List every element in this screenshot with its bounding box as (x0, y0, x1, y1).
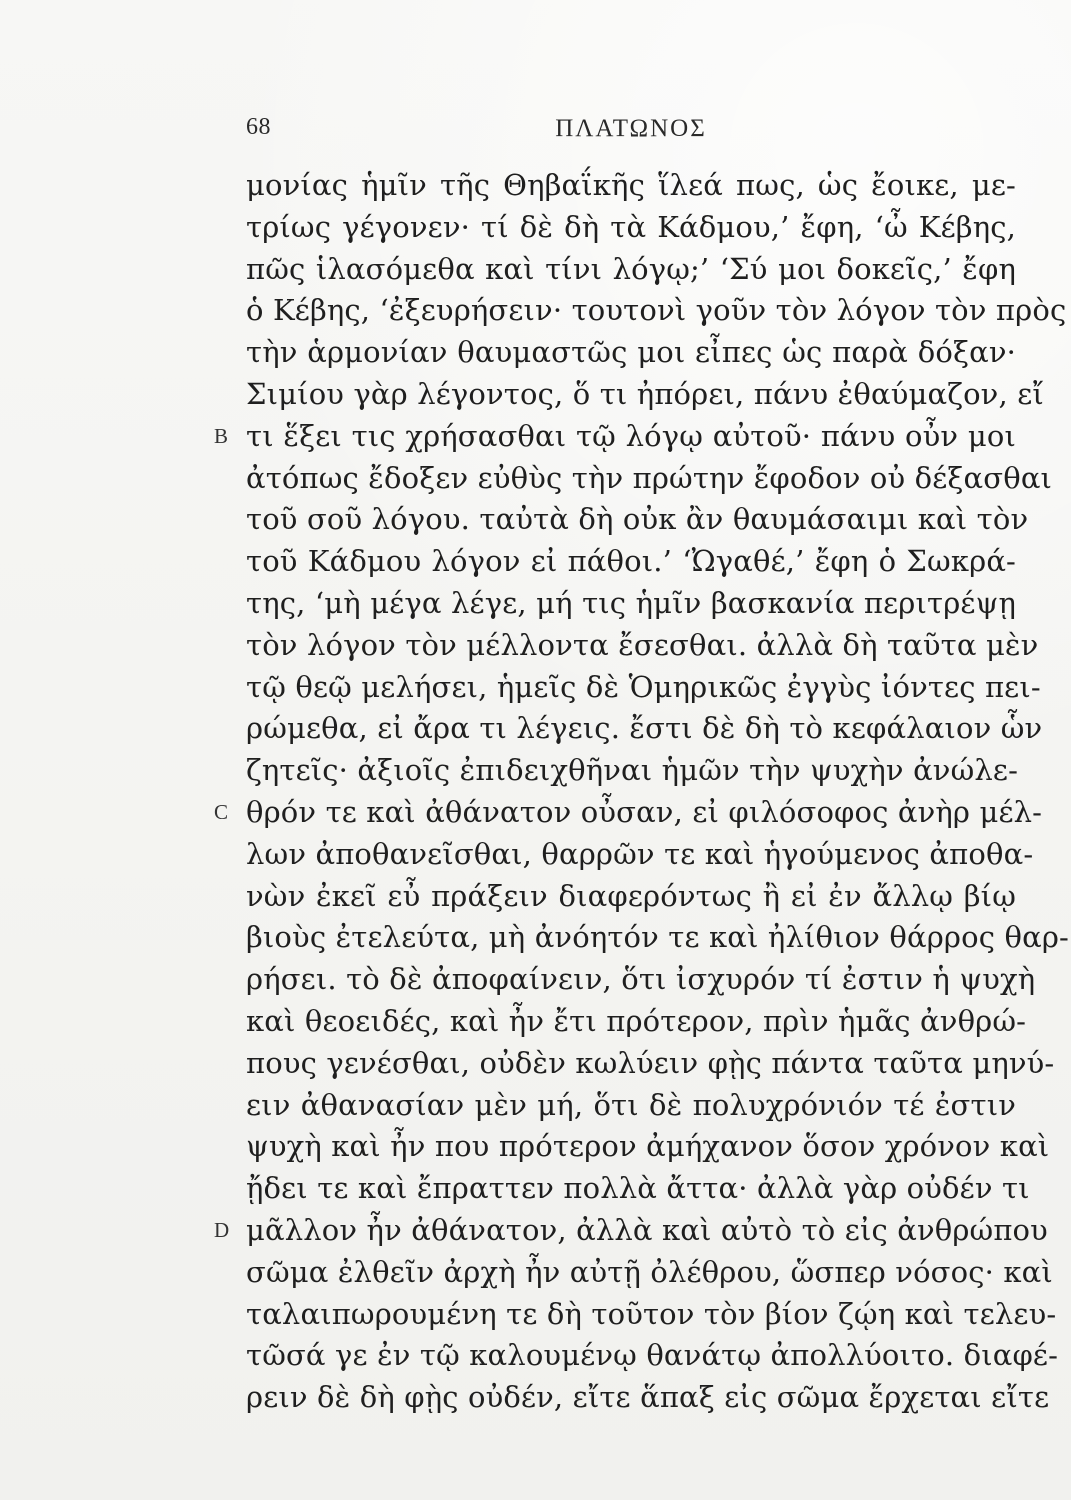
text-line (246, 374, 1044, 416)
line-text: τὸν λόγον τὸν μέλλοντα ἔσεσθαι. ἀλλὰ δὴ ταῦτα μὲν (246, 627, 1039, 662)
text-line (246, 1043, 1055, 1085)
text-line (214, 416, 1016, 458)
text-line (246, 290, 1067, 332)
line-text: τῷ θεῷ μελήσει, ἡμεῖς δὲ Ὁμηρικῶς ἐγγὺς ἰόντες πει- (246, 669, 1041, 704)
text-line (246, 625, 1039, 667)
page-number: 68 (246, 114, 271, 140)
line-text: σῶμα ἐλθεῖν ἀρχὴ ἦν αὐτῇ ὀλέθρου, ὥσπερ νόσος· καὶ (246, 1254, 1053, 1289)
line-text: ψυχὴ καὶ ἦν που πρότερον ἀμήχανον ὅσον χρόνον καὶ (246, 1129, 1050, 1164)
line-text: ταλαιπωρουμένη τε δὴ τοῦτον τὸν βίον ζῴη καὶ τελευ- (246, 1296, 1057, 1331)
line-text: πους γενέσθαι, οὐδὲν κωλύειν φῂς πάντα ταῦτα μηνύ- (246, 1045, 1055, 1080)
line-text: ρειν δὲ δὴ φῂς οὐδέν, εἴτε ἅπαξ εἰς σῶμα ἔρχεται εἴτε (246, 1380, 1050, 1415)
text-line (246, 332, 1016, 374)
line-text: ρώμεθα, εἰ ἄρα τι λέγεις. ἔστι δὲ δὴ τὸ κεφάλαιον ὧν (246, 711, 1043, 746)
line-text: της, ‘μὴ μέγα λέγε, μή τις ἡμῖν βασκανία περιτρέψῃ (246, 585, 1016, 620)
text-line (246, 750, 1019, 792)
text-line (246, 1294, 1057, 1336)
line-text: τῶσά γε ἐν τῷ καλουμένῳ θανάτῳ ἀπολλύοιτο. διαφέ- (246, 1338, 1059, 1373)
line-text: ἀτόπως ἔδοξεν εὐθὺς τὴν πρώτην ἔφοδον οὐ δέξασθαι (246, 460, 1053, 495)
text-line (214, 792, 1043, 834)
line-text: τοῦ Κάδμου λόγον εἰ πάθοι.’ ‘Ὠγαθέ,’ ἔφη ὁ Σωκρά- (246, 544, 1016, 579)
page-header (246, 114, 1016, 154)
text-line (246, 1085, 1016, 1127)
text-line (246, 207, 1016, 249)
text-line (246, 165, 1016, 207)
text-line (246, 876, 1016, 918)
text-line (246, 1001, 1027, 1043)
text-line (246, 708, 1043, 750)
line-text: νὼν ἐκεῖ εὖ πράξειν διαφερόντως ἢ εἰ ἐν ἄλλῳ βίῳ (246, 878, 1016, 913)
text-line (246, 541, 1016, 583)
section-marker: C (214, 799, 229, 824)
text-line (246, 834, 1034, 876)
text-line (246, 917, 1069, 959)
text-line (246, 458, 1053, 500)
line-text: Σιμίου γὰρ λέγοντος, ὅ τι ἠπόρει, πάνυ ἐθαύμαζον, εἴ (246, 376, 1044, 411)
text-line (246, 1335, 1059, 1377)
line-text: λων ἀποθανεῖσθαι, θαρρῶν τε καὶ ἡγούμενος ἀποθα- (246, 836, 1034, 871)
line-text: τὴν ἁρμονίαν θαυμαστῶς μοι εἶπες ὡς παρὰ δόξαν· (246, 335, 1016, 370)
line-text: τοῦ σοῦ λόγου. ταὐτὰ δὴ οὐκ ἂν θαυμάσαιμι καὶ τὸν (246, 502, 1029, 537)
section-marker: B (214, 423, 229, 448)
line-text: ὁ Κέβης, ‘ἐξευρήσειν· τουτονὶ γοῦν τὸν λόγον τὸν πρὸς (246, 293, 1067, 328)
running-head: ΠΛΑΤΩΝΟΣ (555, 115, 707, 142)
text-line (246, 1168, 1030, 1210)
line-text: τρίως γέγονεν· τί δὲ δὴ τὰ Κάδμου,’ ἔφη, ‘ὦ Κέβης, (246, 209, 1016, 244)
section-marker: D (214, 1217, 230, 1242)
text-line (246, 1252, 1053, 1294)
line-text: ρήσει. τὸ δὲ ἀποφαίνειν, ὅτι ἰσχυρόν τί ἐστιν ἡ ψυχὴ (246, 962, 1036, 997)
line-text: μᾶλλον ἦν ἀθάνατον, ἀλλὰ καὶ αὐτὸ τὸ εἰς ἀνθρώπου (246, 1212, 1048, 1247)
text-line (246, 499, 1029, 541)
main-text (214, 165, 1069, 1419)
text-line (246, 667, 1041, 709)
text-line (246, 249, 1016, 291)
line-text: ειν ἀθανασίαν μὲν μή, ὅτι δὲ πολυχρόνιόν τέ ἐστιν (246, 1087, 1016, 1122)
line-text: ζητεῖς· ἀξιοῖς ἐπιδειχθῆναι ἡμῶν τὴν ψυχὴν ἀνώλε- (246, 753, 1019, 788)
text-line (246, 1126, 1050, 1168)
line-text: βιοὺς ἐτελεύτα, μὴ ἀνόητόν τε καὶ ἠλίθιον θάρρος θαρ- (246, 920, 1069, 955)
text-line (246, 583, 1016, 625)
line-text: μονίας ἡμῖν τῆς Θηβαΐκῆς ἵλεά πως, ὡς ἔοικε, με- (246, 168, 1016, 202)
line-text: ᾔδει τε καὶ ἔπραττεν πολλὰ ἄττα· ἀλλὰ γὰρ οὐδέν τι (246, 1171, 1030, 1206)
text-line (246, 959, 1036, 1001)
line-text: θρόν τε καὶ ἀθάνατον οὖσαν, εἰ φιλόσοφος ἀνὴρ μέλ- (246, 794, 1043, 829)
line-text: καὶ θεοειδές, καὶ ἦν ἔτι πρότερον, πρὶν ἡμᾶς ἀνθρώ- (246, 1003, 1027, 1038)
line-text: τι ἕξει τις χρήσασθαι τῷ λόγῳ αὐτοῦ· πάνυ οὖν μοι (246, 418, 1016, 453)
text-line (214, 1210, 1048, 1252)
line-text: πῶς ἱλασόμεθα καὶ τίνι λόγῳ;’ ‘Σύ μοι δοκεῖς,’ ἔφη (246, 251, 1016, 286)
text-line (246, 1377, 1050, 1419)
